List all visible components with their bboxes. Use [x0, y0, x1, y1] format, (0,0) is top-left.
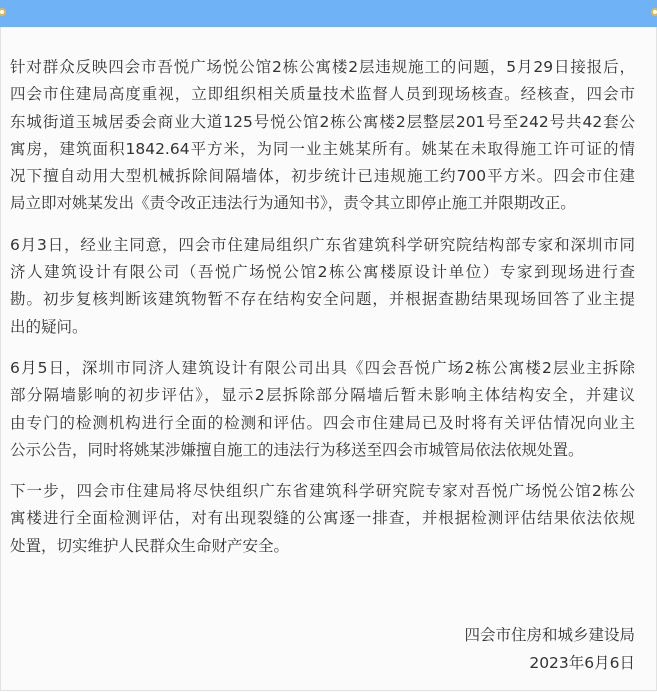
text-line: 寓房，建筑面积1842.64平方米，为同一业主姚某所有。姚某在未取得施工许可证的情 [10, 139, 635, 158]
text-line: 处置，切实维护人民群众生命财产安全。 [10, 536, 290, 555]
document-body [10, 54, 635, 574]
text-line: 济人建筑设计有限公司（吾悦广场悦公馆2栋公寓楼原设计单位）专家到现场进行查 [10, 263, 635, 282]
paragraph [10, 232, 635, 341]
text-line: 出的疑问。 [10, 317, 88, 336]
text-line: 部分隔墙影响的初步评估》，显示2层拆除部分隔墙后暂未影响主体结构安全，并建议 [10, 386, 635, 405]
decorative-dot-icon [0, 8, 6, 16]
paragraph [10, 355, 635, 464]
text-line: 东城街道玉城居委会商业大道125号悦公馆2栋公寓楼2层整层201号至242号共42套公 [10, 112, 635, 131]
text-line: 况下擅自动用大型机械拆除间隔墙体，初步统计已违规施工约700平方米。四会市住建 [10, 167, 635, 186]
signature-org: 四会市住房和城乡建设局 [464, 626, 635, 644]
paragraph [10, 478, 635, 560]
text-line: 6月3日，经业主同意，四会市住建局组织广东省建筑科学研究院结构部专家和深圳市同 [10, 235, 635, 254]
text-line: 勘。初步复核判断该建筑物暂不存在结构安全问题，并根据查勘结果现场回答了业主提 [10, 290, 635, 309]
text-line: 局立即对姚某发出《责令改正违法行为通知书》，责令其立即停止施工并限期改正。 [10, 194, 576, 213]
text-line: 寓楼进行全面检测评估，对有出现裂缝的公寓逐一排查，并根据检测评估结果依法依规 [10, 509, 635, 528]
header-bar [0, 0, 657, 27]
signature-date: 2023年6月6日 [529, 654, 635, 672]
paragraph [10, 54, 635, 218]
decorative-dot-icon [651, 8, 657, 16]
text-line: 下一步，四会市住建局将尽快组织广东省建筑科学研究院专家对吾悦广场悦公馆2栋公 [10, 482, 635, 501]
text-line: 四会市住建局高度重视，立即组织相关质量技术监督人员到现场核查。经核查，四会市 [10, 85, 635, 104]
text-line: 公示公告，同时将姚某涉嫌擅自施工的违法行为移送至四会市城管局依法依规处置。 [10, 440, 584, 459]
text-line: 针对群众反映四会市吾悦广场悦公馆2栋公寓楼2层违规施工的问题，5月29日接报后， [10, 58, 635, 76]
text-line: 6月5日，深圳市同济人建筑设计有限公司出具《四会吾悦广场2栋公寓楼2层业主拆除 [10, 358, 635, 377]
text-line: 由专门的检测机构进行全面的检测和评估。四会市住建局已及时将有关评估情况向业主 [10, 413, 635, 432]
